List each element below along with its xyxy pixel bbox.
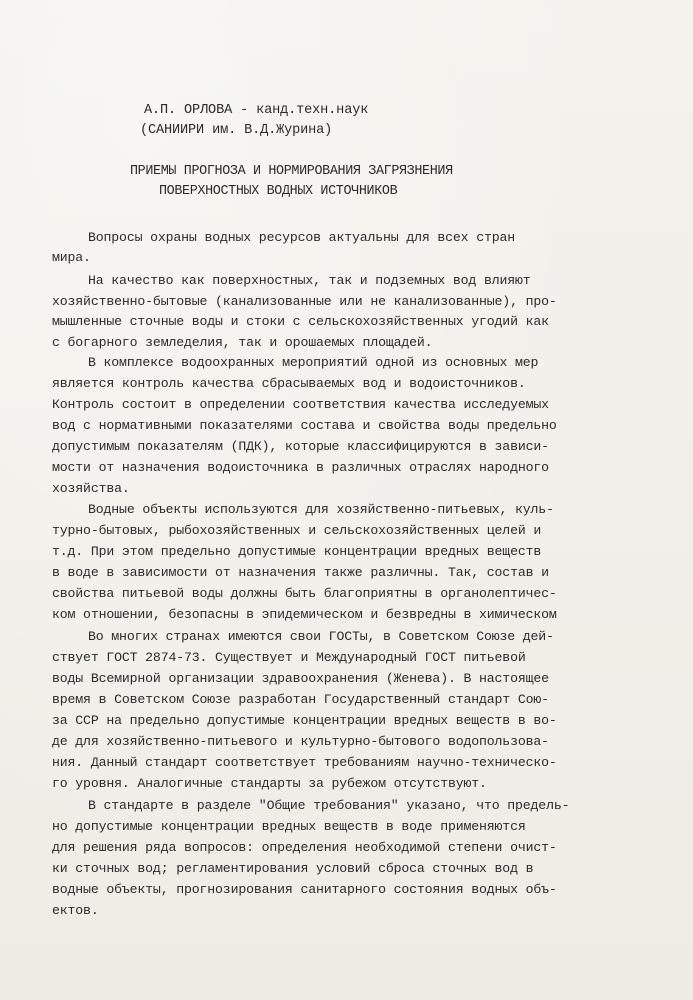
body-line: вод с нормативными показателями состава и свойства воды предельно <box>52 418 557 433</box>
title-line-2: ПОВЕРХНОСТНЫХ ВОДНЫХ ИСТОЧНИКОВ <box>159 184 398 199</box>
body-line: В стандарте в разделе "Общие требования" указано, что предель- <box>88 798 570 813</box>
body-line: Во многих странах имеются свои ГОСТы, в Советском Союзе дей- <box>88 629 554 644</box>
body-line: является контроль качества сбрасываемых вод и водоисточников. <box>52 376 526 391</box>
body-line: ком отношении, безопасны в эпидемическом и безвредны в химическом <box>52 607 557 622</box>
body-line: в воде в зависимости от назначения также различны. Так, состав и <box>52 565 549 580</box>
body-line: турно-бытовых, рыбохозяйственных и сельскохозяйственных целей и <box>52 523 542 538</box>
body-line: за ССР на предельно допустимые концентрации вредных веществ в во- <box>52 713 557 728</box>
body-line: водные объекты, прогнозирования санитарного состояния водных объ- <box>52 882 557 897</box>
body-line: хозяйственно-бытовые (канализованные или не канализованные), про- <box>52 294 557 309</box>
body-line: время в Советском Союзе разработан Государственный стандарт Сою- <box>52 692 549 707</box>
body-line: го уровня. Аналогичные стандарты за рубежом отсутствуют. <box>52 776 487 791</box>
body-line: мышленные сточные воды и стоки с сельскохозяйственных угодий как <box>52 314 549 329</box>
affiliation-line: (САНИИРИ им. В.Д.Журина) <box>140 123 333 138</box>
body-line: т.д. При этом предельно допустимые концентрации вредных веществ <box>52 544 542 559</box>
body-line: допустимым показателям (ПДК), которые классифицируются в зависи- <box>52 439 549 454</box>
body-line: Контроль состоит в определении соответствия качества исследуемых <box>52 397 549 412</box>
body-line: ектов. <box>52 903 99 918</box>
body-line: ния. Данный стандарт соответствует требованиям научно-техническо- <box>52 755 557 770</box>
body-line: ствует ГОСТ 2874-73. Существует и Международный ГОСТ питьевой <box>52 650 526 665</box>
body-line: Вопросы охраны водных ресурсов актуальны для всех стран <box>88 230 516 245</box>
body-line: воды Всемирной организации здравоохранения (Женева). В настоящее <box>52 671 549 686</box>
body-line: с богарного земледелия, так и орошаемых площадей. <box>52 335 433 350</box>
body-line: ки сточных вод; регламентирования условий сброса сточных вод в <box>52 861 534 876</box>
body-line: мира. <box>52 250 91 265</box>
body-line: Водные объекты используются для хозяйственно-питьевых, куль- <box>88 502 554 517</box>
body-line: свойства питьевой воды должны быть благоприятны в органолептичес- <box>52 586 557 601</box>
body-line: В комплексе водоохранных мероприятий одной из основных мер <box>88 355 539 370</box>
author-line: А.П. ОРЛОВА - канд.техн.наук <box>144 103 369 118</box>
body-line: для решения ряда вопросов: определения необходимой степени очист- <box>52 840 557 855</box>
body-line: но допустимые концентрации вредных веществ в воде применяются <box>52 819 526 834</box>
body-line: На качество как поверхностных, так и подземных вод влияют <box>88 273 531 288</box>
body-line: де для хозяйственно-питьевого и культурно-бытового водопользова- <box>52 734 549 749</box>
body-line: мости от назначения водоисточника в различных отраслях народного <box>52 460 549 475</box>
title-line-1: ПРИЕМЫ ПРОГНОЗА И НОРМИРОВАНИЯ ЗАГРЯЗНЕНИЯ <box>130 164 453 179</box>
body-line: хозяйства. <box>52 481 130 496</box>
